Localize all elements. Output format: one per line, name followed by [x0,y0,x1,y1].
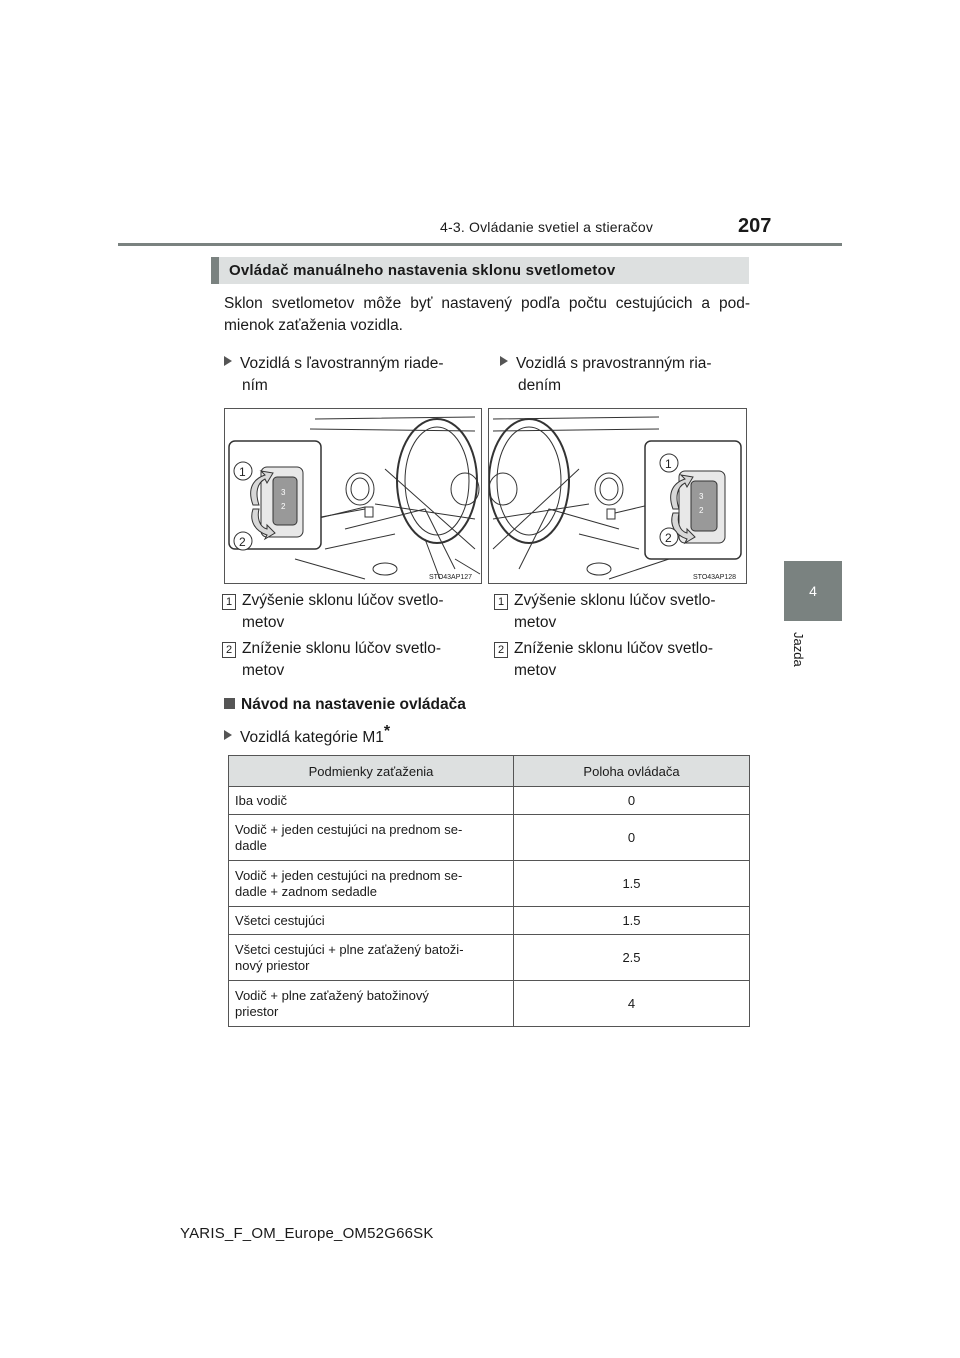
svg-text:2: 2 [281,502,286,511]
guide-heading: Návod na nastavenie ovládača [224,696,466,714]
lhd-figure [224,408,482,584]
list-item: 2 Zníženie sklonu lúčov svetlo- metov [494,638,750,682]
callout-1: 1 [665,457,672,471]
chapter-number: 4 [809,583,817,599]
svg-text:3: 3 [699,492,704,501]
chapter-label: Jazda [791,632,806,667]
item-number: 1 [222,594,236,610]
item-number: 2 [222,642,236,658]
document-code-footer: YARIS_F_OM_Europe_OM52G66SK [180,1225,434,1242]
rhd-dashboard-illustration [489,409,746,583]
lhd-items [222,590,478,682]
item-number: 1 [494,594,508,610]
figure-code: STO43AP128 [693,574,737,581]
item-number: 2 [494,642,508,658]
load-position-table [228,755,750,1027]
page-number: 207 [738,215,772,237]
table-row: Vodič + jeden cestujúci na prednom se- dadle + zadnom sedadle 1.5 [229,861,750,907]
lhd-dashboard-illustration [225,409,481,583]
square-bullet-icon [224,698,235,709]
list-item: 2 Zníženie sklonu lúčov svetlo- metov [222,638,478,682]
triangle-bullet-icon [500,356,508,366]
column-header: Podmienky zaťaženia [229,756,514,787]
table-row: Vodič + plne zaťažený batožinový priestor 4 [229,981,750,1027]
category-label: Vozidlá kategórie M1* [224,723,390,747]
section-title: Ovládač manuálneho nastavenia sklonu svetlometov [211,257,749,284]
rhd-figure [488,408,747,584]
callout-2: 2 [239,535,246,549]
triangle-bullet-icon [224,356,232,366]
list-item: 1 Zvýšenie sklonu lúčov svetlo- metov [494,590,750,634]
callout-2: 2 [665,531,672,545]
table-row: Iba vodič 0 [229,787,750,815]
column-header: Poloha ovládača [514,756,750,787]
table-row: Vodič + jeden cestujúci na prednom se- dadle 0 [229,815,750,861]
rhd-heading: Vozidlá s pravostranným ria- dením [500,353,750,397]
figure-code: STO43AP127 [429,574,473,581]
header-section-title: 4-3. Ovládanie svetiel a stieračov [440,219,654,235]
callout-1: 1 [239,465,246,479]
footnote-mark: * [383,723,391,740]
table-row: Všetci cestujúci 1.5 [229,907,750,935]
header-rule [118,243,842,246]
chapter-tab [784,561,842,621]
intro-text: Sklon svetlometov môže byť nastavený podľa počtu cestujúcich a pod-mienok zaťaženia vozidla. [224,295,750,334]
lhd-heading: Vozidlá s ľavostranným riade- ním [224,353,474,397]
table-row: Všetci cestujúci + plne zaťažený batoži- nový priestor 2.5 [229,935,750,981]
table-header-row [229,756,750,787]
list-item: 1 Zvýšenie sklonu lúčov svetlo- metov [222,590,478,634]
triangle-bullet-icon [224,730,232,740]
rhd-items [494,590,750,682]
svg-text:3: 3 [281,488,286,497]
svg-text:2: 2 [699,506,704,515]
